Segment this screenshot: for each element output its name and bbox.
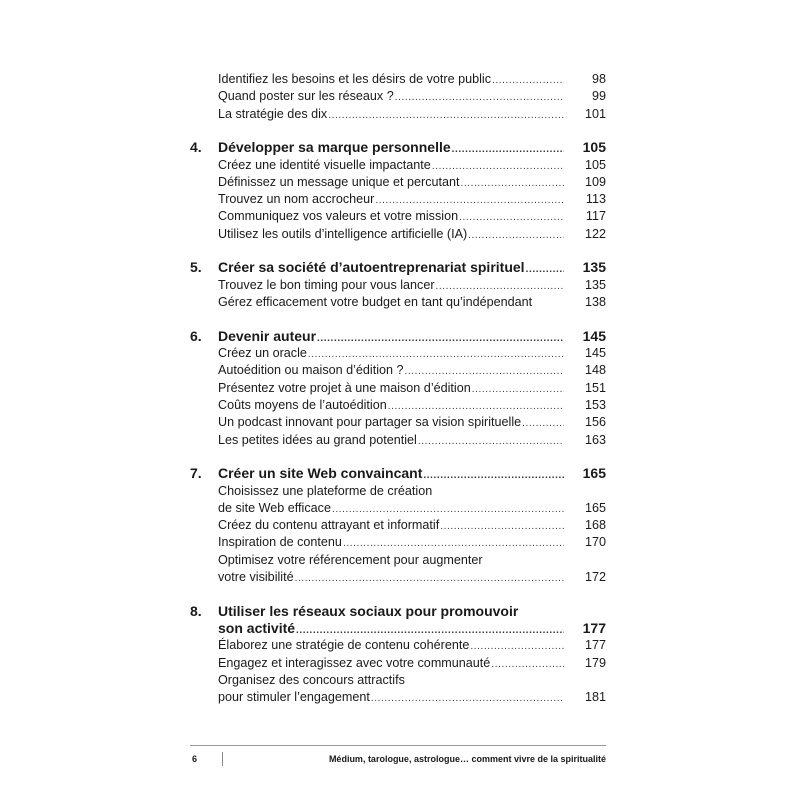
chapter-number: 6.: [190, 327, 202, 344]
page-number: 151: [584, 380, 606, 395]
page-number: 165: [582, 465, 606, 482]
page-number: 148: [584, 363, 606, 378]
page-number: 145: [582, 327, 606, 344]
page-number: 122: [584, 226, 606, 241]
page-number: 109: [584, 174, 606, 189]
toc-entry[interactable]: Engagez et interagissez avec votre communauté ..... 179: [190, 655, 606, 672]
toc-entry[interactable]: Quand poster sur les réseaux ? ..... 99: [190, 88, 606, 105]
table-of-contents: [190, 71, 606, 706]
chapter-title: Créer sa société d’autoentreprenariat spirituel: [218, 259, 525, 276]
chapter-heading-5[interactable]: [190, 259, 606, 276]
toc-entry[interactable]: votre visibilité ..... 172: [190, 569, 606, 586]
toc-entry[interactable]: Trouvez un nom accrocheur ..... 113: [190, 191, 606, 208]
toc-entry[interactable]: Communiquez vos valeurs et votre mission ..... 117: [190, 208, 606, 225]
toc-entry[interactable]: La stratégie des dix ..... 101: [190, 106, 606, 123]
page-number: 113: [585, 192, 606, 207]
page-number: 168: [584, 518, 606, 533]
toc-entry[interactable]: Inspiration de contenu ..... 170: [190, 534, 606, 551]
toc-entry[interactable]: Coûts moyens de l’autoédition ..... 153: [190, 397, 606, 414]
page-number: 98: [591, 72, 606, 86]
chapter-heading-6[interactable]: [190, 328, 606, 345]
page-number: 177: [582, 619, 606, 636]
page-number: 105: [582, 139, 606, 156]
chapter-heading-8-cont[interactable]: [190, 620, 606, 637]
toc-entry-line[interactable]: Optimisez votre référencement pour augmenter: [218, 552, 483, 567]
page-number: 117: [585, 209, 606, 224]
toc-entry[interactable]: Gérez efficacement votre budget en tant qu’indépendant 138: [190, 294, 606, 311]
page-number: 101: [584, 106, 606, 121]
toc-entry[interactable]: Autoédition ou maison d’édition ? ..... 148: [190, 362, 606, 379]
page-number: 105: [584, 157, 606, 172]
chapter-title: Créer un site Web convaincant: [218, 465, 423, 482]
toc-entry-line[interactable]: Choisissez une plateforme de création: [218, 483, 433, 498]
toc-entry[interactable]: Créez du contenu attrayant et informatif ..... 168: [190, 517, 606, 534]
page-number: 165: [584, 500, 606, 515]
footer-divider: [190, 745, 606, 746]
page-number: 99: [591, 89, 606, 104]
chapter-number: 8.: [190, 602, 202, 619]
chapter-title: Développer sa marque personnelle: [218, 139, 451, 156]
toc-entry[interactable]: de site Web efficace ..... 165: [190, 500, 606, 517]
toc-entry-line[interactable]: Organisez des concours attractifs: [218, 672, 405, 687]
footer-book-title: Médium, tarologue, astrologue… comment vivre de la spiritualité: [328, 754, 606, 764]
toc-entry[interactable]: Utilisez les outils d’intelligence artificielle (IA) ..... 122: [190, 226, 606, 243]
toc-entry[interactable]: Présentez votre projet à une maison d’édition ..... 151: [190, 380, 606, 397]
page-number: 172: [584, 569, 606, 584]
toc-entry[interactable]: Élaborez une stratégie de contenu cohérente ..... 177: [190, 637, 606, 654]
page-number: 177: [584, 638, 606, 653]
chapter-number: 5.: [190, 259, 202, 276]
footer-separator: [222, 752, 223, 766]
chapter-heading-7[interactable]: [190, 465, 606, 482]
page-number: 138: [584, 295, 606, 310]
chapter-title: son activité: [218, 619, 296, 636]
page-number: 181: [584, 690, 606, 705]
chapter-heading-4[interactable]: [190, 139, 606, 156]
page-number: 135: [582, 259, 606, 276]
chapter-heading-8[interactable]: [190, 603, 606, 620]
footer-page-number: 6: [192, 754, 198, 764]
page-number: 170: [584, 535, 606, 550]
toc-entry[interactable]: Définissez un message unique et percutant ..... 109: [190, 174, 606, 191]
toc-entry[interactable]: Identifiez les besoins et les désirs de votre public ..... 98: [190, 71, 606, 88]
page-number: 135: [584, 277, 606, 292]
page-number: 153: [584, 397, 606, 412]
toc-entry[interactable]: Les petites idées au grand potentiel ..... 163: [190, 432, 606, 449]
toc-entry[interactable]: Créez un oracle ..... 145: [190, 345, 606, 362]
toc-entry[interactable]: Trouvez le bon timing pour vous lancer ..... 135: [190, 277, 606, 294]
toc-entry[interactable]: Créez une identité visuelle impactante ..... 105: [190, 157, 606, 174]
toc-entry[interactable]: Un podcast innovant pour partager sa vision spirituelle ..... 156: [190, 414, 606, 431]
chapter-title: Devenir auteur: [218, 327, 317, 344]
chapter-title: Utiliser les réseaux sociaux pour promouvoir: [218, 602, 519, 619]
page-number: 163: [584, 432, 606, 447]
chapter-number: 7.: [190, 465, 202, 482]
page-number: 145: [584, 346, 606, 361]
page-number: 179: [584, 655, 606, 670]
page-number: 156: [584, 415, 606, 430]
chapter-number: 4.: [190, 139, 202, 156]
toc-entry[interactable]: pour stimuler l’engagement ..... 181: [190, 689, 606, 706]
